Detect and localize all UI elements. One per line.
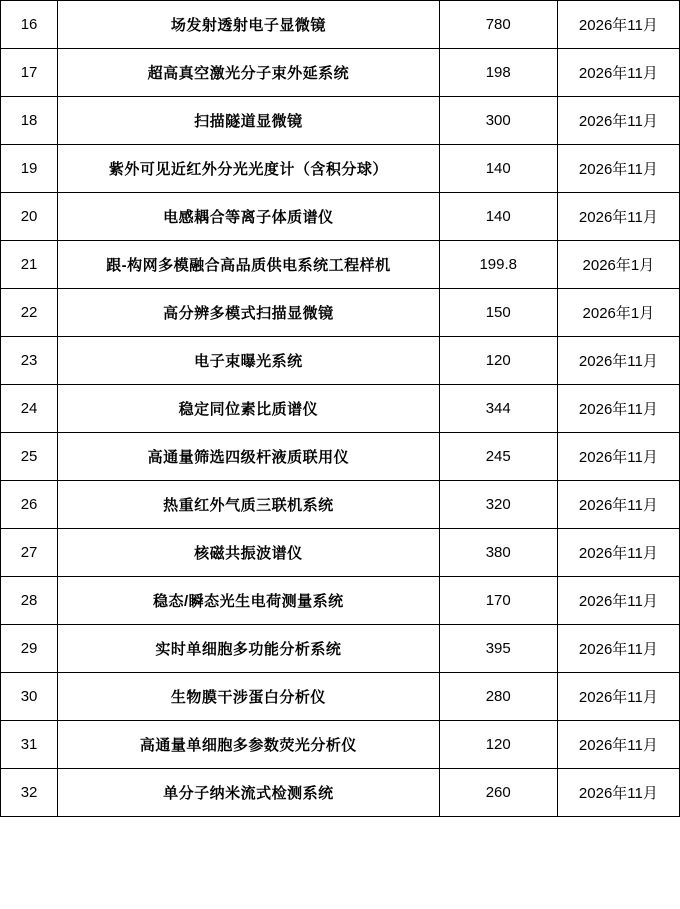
table-row — [1, 289, 680, 337]
amount-cell: 395 — [439, 625, 557, 673]
date-cell: 2026年11月 — [557, 385, 679, 433]
table-row — [1, 721, 680, 769]
table-row — [1, 433, 680, 481]
date-cell: 2026年11月 — [557, 193, 679, 241]
table-body — [1, 1, 680, 817]
table-row — [1, 241, 680, 289]
row-index-cell: 31 — [1, 721, 58, 769]
row-index-cell: 22 — [1, 289, 58, 337]
equipment-name-cell: 跟-构网多模融合高品质供电系统工程样机 — [58, 241, 440, 289]
date-cell: 2026年11月 — [557, 1, 679, 49]
equipment-name-cell: 紫外可见近红外分光光度计（含积分球） — [58, 145, 440, 193]
row-index-cell: 18 — [1, 97, 58, 145]
equipment-name-cell: 超高真空激光分子束外延系统 — [58, 49, 440, 97]
equipment-name-cell: 电子束曝光系统 — [58, 337, 440, 385]
equipment-name-cell: 电感耦合等离子体质谱仪 — [58, 193, 440, 241]
amount-cell: 245 — [439, 433, 557, 481]
table-row — [1, 97, 680, 145]
amount-cell: 280 — [439, 673, 557, 721]
equipment-name-cell: 稳定同位素比质谱仪 — [58, 385, 440, 433]
table-row — [1, 145, 680, 193]
table-row — [1, 337, 680, 385]
date-cell: 2026年11月 — [557, 769, 679, 817]
amount-cell: 198 — [439, 49, 557, 97]
row-index-cell: 17 — [1, 49, 58, 97]
date-cell: 2026年11月 — [557, 481, 679, 529]
equipment-name-cell: 实时单细胞多功能分析系统 — [58, 625, 440, 673]
equipment-name-cell: 稳态/瞬态光生电荷测量系统 — [58, 577, 440, 625]
row-index-cell: 20 — [1, 193, 58, 241]
row-index-cell: 32 — [1, 769, 58, 817]
date-cell: 2026年11月 — [557, 721, 679, 769]
row-index-cell: 30 — [1, 673, 58, 721]
amount-cell: 260 — [439, 769, 557, 817]
table-row — [1, 625, 680, 673]
amount-cell: 300 — [439, 97, 557, 145]
equipment-name-cell: 生物膜干涉蛋白分析仪 — [58, 673, 440, 721]
amount-cell: 120 — [439, 337, 557, 385]
row-index-cell: 25 — [1, 433, 58, 481]
equipment-name-cell: 单分子纳米流式检测系统 — [58, 769, 440, 817]
table-row — [1, 481, 680, 529]
date-cell: 2026年1月 — [557, 289, 679, 337]
equipment-name-cell: 高分辨多模式扫描显微镜 — [58, 289, 440, 337]
equipment-name-cell: 高通量筛选四级杆液质联用仪 — [58, 433, 440, 481]
equipment-name-cell: 核磁共振波谱仪 — [58, 529, 440, 577]
equipment-name-cell: 场发射透射电子显微镜 — [58, 1, 440, 49]
equipment-name-cell: 高通量单细胞多参数荧光分析仪 — [58, 721, 440, 769]
row-index-cell: 27 — [1, 529, 58, 577]
table-row — [1, 673, 680, 721]
date-cell: 2026年11月 — [557, 577, 679, 625]
amount-cell: 120 — [439, 721, 557, 769]
amount-cell: 320 — [439, 481, 557, 529]
date-cell: 2026年11月 — [557, 433, 679, 481]
row-index-cell: 29 — [1, 625, 58, 673]
equipment-name-cell: 扫描隧道显微镜 — [58, 97, 440, 145]
table-row — [1, 529, 680, 577]
date-cell: 2026年11月 — [557, 145, 679, 193]
amount-cell: 150 — [439, 289, 557, 337]
amount-cell: 140 — [439, 145, 557, 193]
amount-cell: 780 — [439, 1, 557, 49]
row-index-cell: 26 — [1, 481, 58, 529]
table-row — [1, 385, 680, 433]
amount-cell: 170 — [439, 577, 557, 625]
date-cell: 2026年11月 — [557, 337, 679, 385]
row-index-cell: 28 — [1, 577, 58, 625]
table-row — [1, 193, 680, 241]
date-cell: 2026年11月 — [557, 97, 679, 145]
table-row — [1, 1, 680, 49]
date-cell: 2026年11月 — [557, 49, 679, 97]
row-index-cell: 24 — [1, 385, 58, 433]
date-cell: 2026年11月 — [557, 529, 679, 577]
amount-cell: 140 — [439, 193, 557, 241]
amount-cell: 199.8 — [439, 241, 557, 289]
row-index-cell: 19 — [1, 145, 58, 193]
equipment-name-cell: 热重红外气质三联机系统 — [58, 481, 440, 529]
row-index-cell: 23 — [1, 337, 58, 385]
table-row — [1, 49, 680, 97]
amount-cell: 344 — [439, 385, 557, 433]
date-cell: 2026年11月 — [557, 673, 679, 721]
row-index-cell: 16 — [1, 1, 58, 49]
table-row — [1, 769, 680, 817]
row-index-cell: 21 — [1, 241, 58, 289]
amount-cell: 380 — [439, 529, 557, 577]
date-cell: 2026年11月 — [557, 625, 679, 673]
table-row — [1, 577, 680, 625]
date-cell: 2026年1月 — [557, 241, 679, 289]
